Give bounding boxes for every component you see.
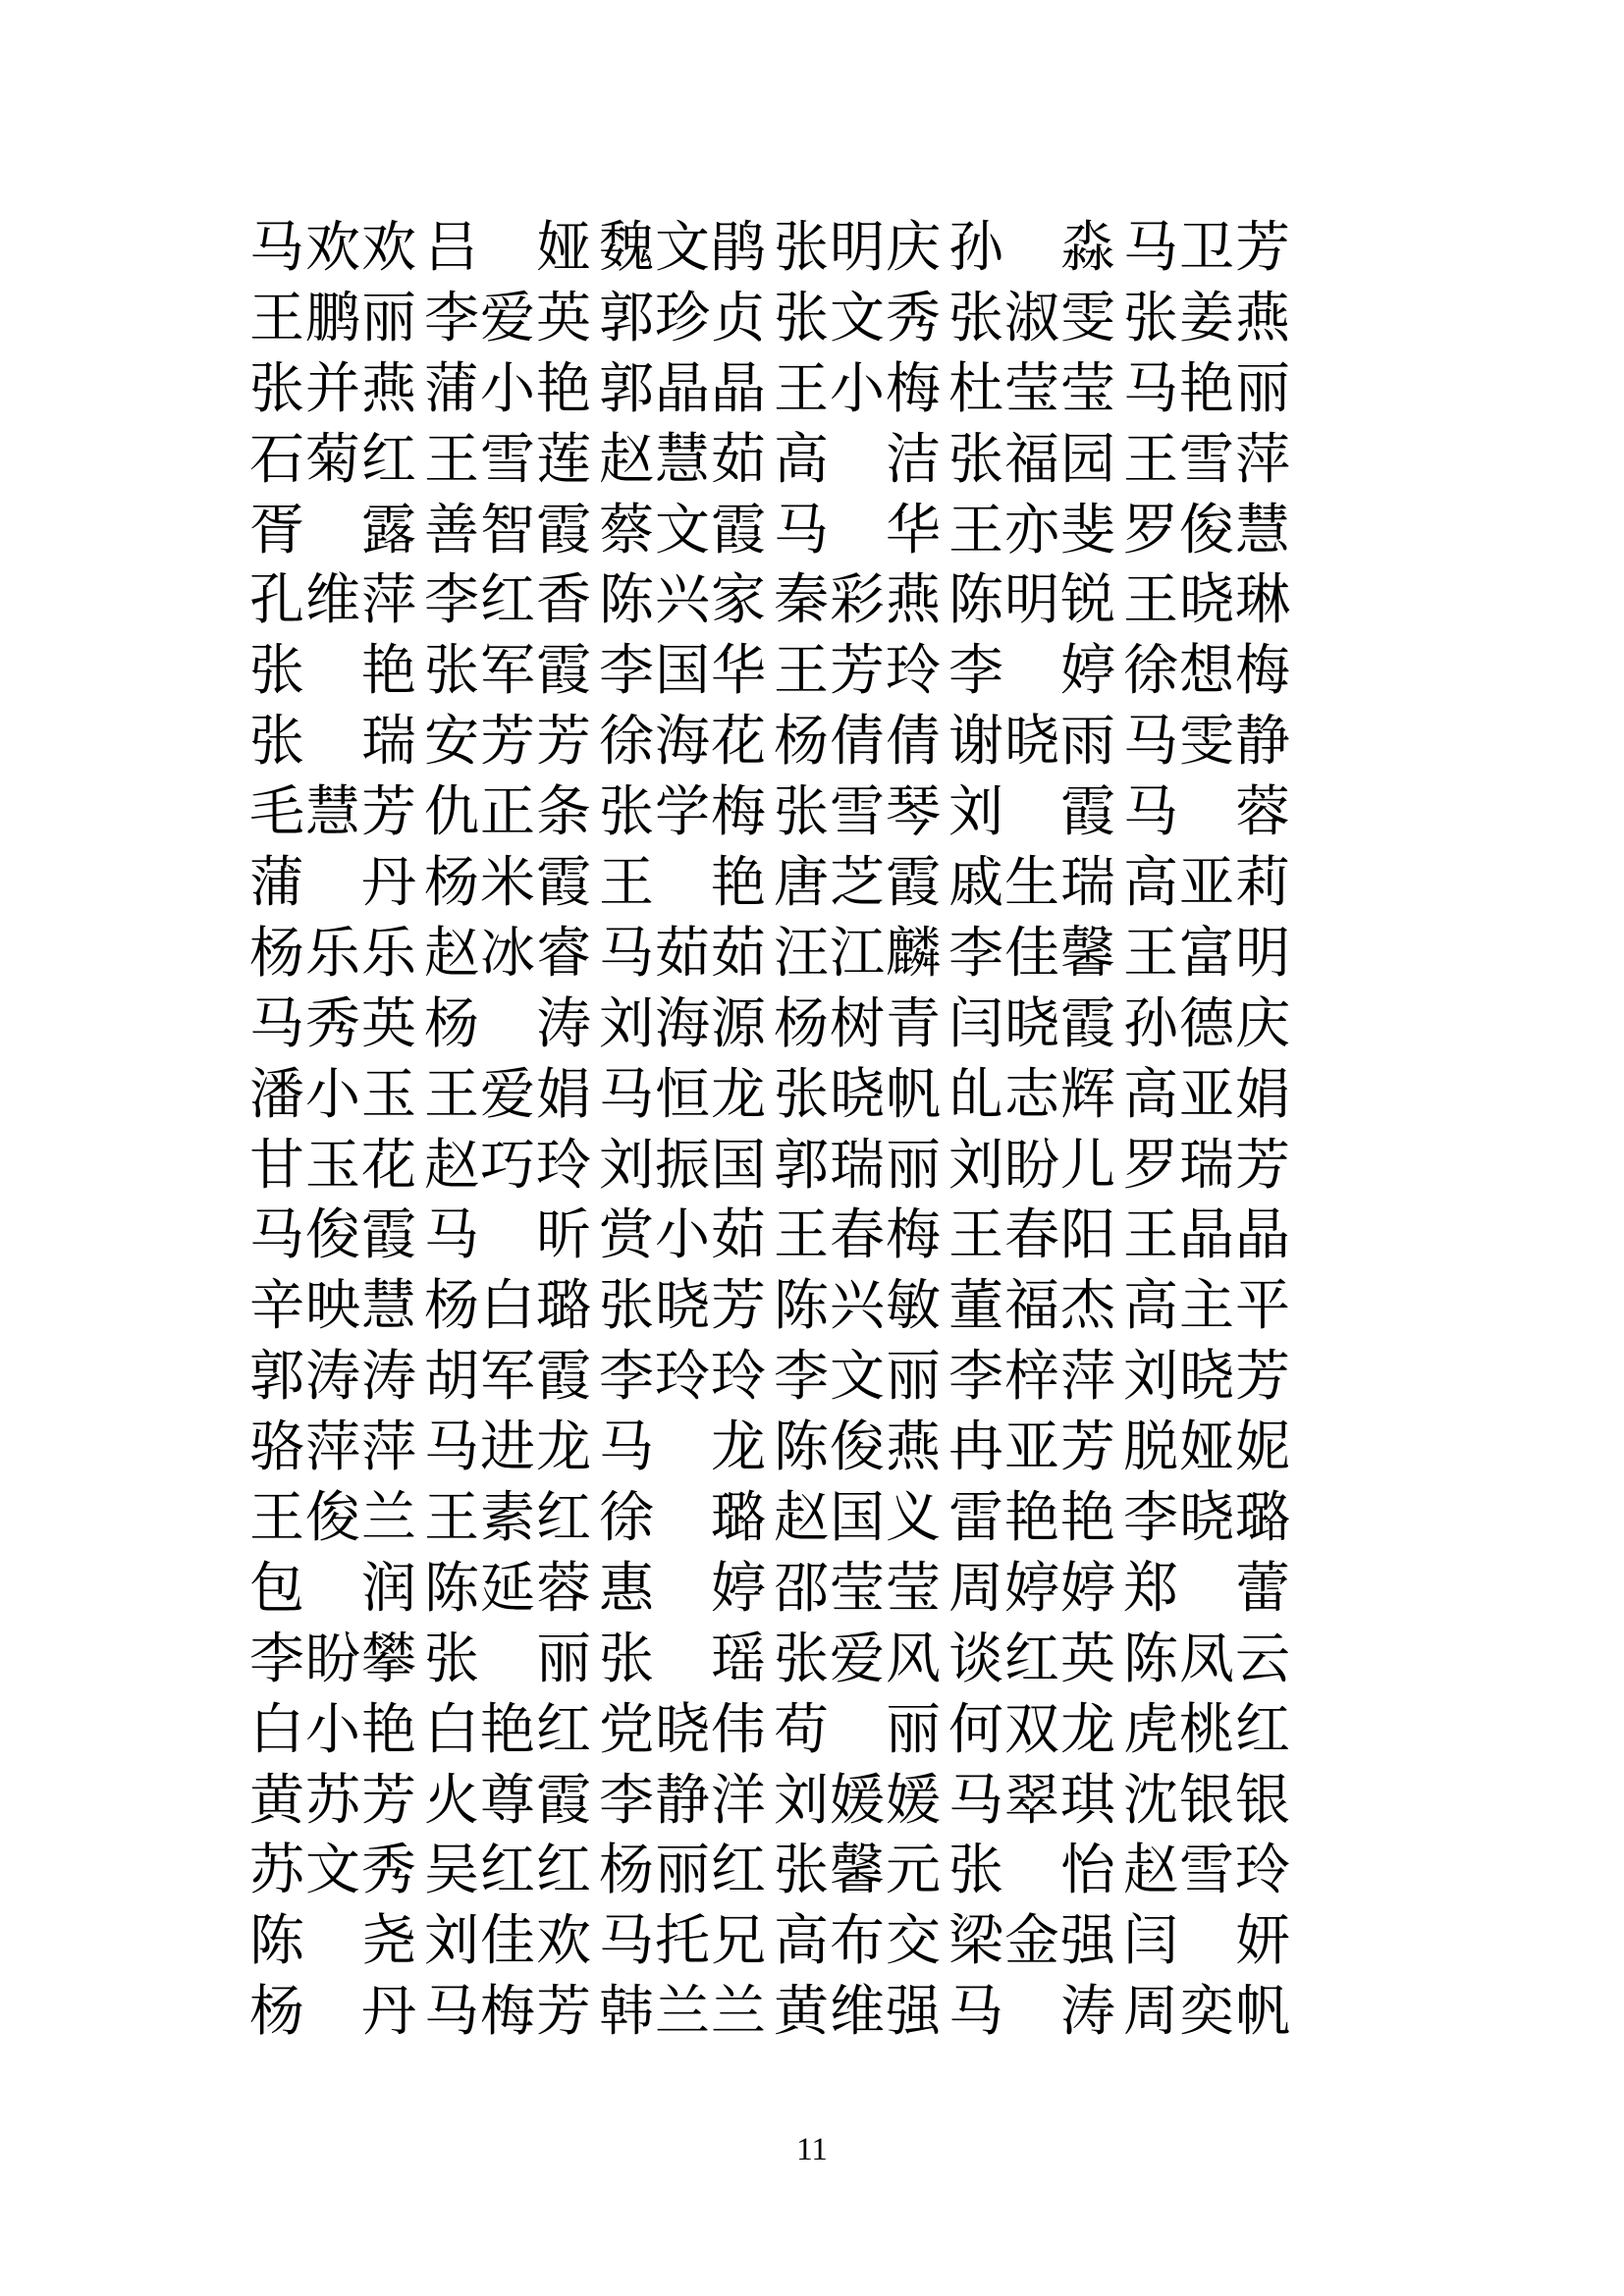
name-cell: 郭珍贞 (599, 288, 766, 349)
name-cell: 杨乐乐 (249, 923, 416, 985)
name-cell: 赵冰睿 (424, 923, 591, 985)
name-cell: 刘盼儿 (948, 1135, 1115, 1197)
name-cell: 陈明锐 (948, 570, 1115, 632)
name-cell: 秦彩燕 (774, 570, 941, 632)
name-cell: 闫晓霞 (948, 993, 1115, 1055)
name-cell: 马进龙 (424, 1417, 591, 1479)
name-cell: 赵慧茹 (599, 429, 766, 491)
name-cell: 王鹏丽 (249, 288, 416, 349)
name-cell: 胡军霞 (424, 1347, 591, 1409)
name-cell: 刘佳欢 (424, 1911, 591, 1973)
name-cell: 张晓芳 (599, 1276, 766, 1338)
name-cell: 李佳馨 (948, 923, 1115, 985)
name-cell: 郭晶晶 (599, 358, 766, 420)
name-cell: 高布交 (774, 1911, 941, 1973)
name-cell: 韩兰兰 (599, 1982, 766, 2044)
name-cell: 蒲小艳 (424, 358, 591, 420)
name-cell: 高亚莉 (1123, 853, 1290, 915)
name-cell: 徐想梅 (1123, 641, 1290, 703)
name-cell: 陈凤云 (1123, 1629, 1290, 1690)
name-cell: 蒲丹 (249, 853, 416, 915)
name-cell: 杨白璐 (424, 1276, 591, 1338)
name-cell: 徐海花 (599, 712, 766, 774)
name-cell: 刘振国 (599, 1135, 766, 1197)
name-cell: 汪江麟 (774, 923, 941, 985)
name-cell: 邵莹莹 (774, 1558, 941, 1620)
name-cell: 张明庆 (774, 218, 941, 279)
name-cell: 高洁 (774, 429, 941, 491)
name-cell: 黄维强 (774, 1982, 941, 2044)
name-cell: 张福园 (948, 429, 1115, 491)
name-cell: 马雯静 (1123, 712, 1290, 774)
name-cell: 马托兄 (599, 1911, 766, 1973)
name-cell: 李婷 (948, 641, 1115, 703)
name-cell: 谈红英 (948, 1629, 1115, 1690)
name-cell: 张淑雯 (948, 288, 1115, 349)
name-cell: 杨树青 (774, 993, 941, 1055)
name-cell: 李晓璐 (1123, 1488, 1290, 1550)
name-cell: 高主平 (1123, 1276, 1290, 1338)
name-cell: 刘晓芳 (1123, 1347, 1290, 1409)
name-cell: 梁金强 (948, 1911, 1115, 1973)
name-cell: 李国华 (599, 641, 766, 703)
name-cell: 王俊兰 (249, 1488, 416, 1550)
name-cell: 王雪莲 (424, 429, 591, 491)
name-cell: 周奕帆 (1123, 1982, 1290, 2044)
name-cell: 苟丽 (774, 1699, 941, 1761)
name-cell: 张艳 (249, 641, 416, 703)
name-cell: 马恒龙 (599, 1064, 766, 1126)
name-cell: 马卫芳 (1123, 218, 1290, 279)
name-cell: 王爱娟 (424, 1064, 591, 1126)
name-cell: 马俊霞 (249, 1205, 416, 1267)
name-cell: 何双龙 (948, 1699, 1115, 1761)
name-cell: 马秀英 (249, 993, 416, 1055)
name-cell: 陈尧 (249, 1911, 416, 1973)
name-cell: 癿志辉 (948, 1064, 1115, 1126)
name-cell: 李梓萍 (948, 1347, 1115, 1409)
name-cell: 董福杰 (948, 1276, 1115, 1338)
name-cell: 胥露 (249, 500, 416, 561)
name-cell: 郑蕾 (1123, 1558, 1290, 1620)
name-cell: 白小艳 (249, 1699, 416, 1761)
name-cell: 仇正条 (424, 782, 591, 844)
name-cell: 张丽 (424, 1629, 591, 1690)
name-cell: 闫妍 (1123, 1911, 1290, 1973)
name-cell: 陈俊燕 (774, 1417, 941, 1479)
name-cell: 杨倩倩 (774, 712, 941, 774)
name-cell: 潘小玉 (249, 1064, 416, 1126)
name-cell: 李文丽 (774, 1347, 941, 1409)
name-cell: 王小梅 (774, 358, 941, 420)
name-cell: 张怡 (948, 1841, 1115, 1902)
name-cell: 徐璐 (599, 1488, 766, 1550)
name-cell: 张雪琴 (774, 782, 941, 844)
name-cell: 杨丽红 (599, 1841, 766, 1902)
name-cell: 党晓伟 (599, 1699, 766, 1761)
name-cell: 马茹茹 (599, 923, 766, 985)
name-cell: 杨涛 (424, 993, 591, 1055)
name-cell: 谢晓雨 (948, 712, 1115, 774)
name-cell: 石菊红 (249, 429, 416, 491)
name-cell: 王春阳 (948, 1205, 1115, 1267)
name-cell: 陈兴敏 (774, 1276, 941, 1338)
name-cell: 王雪萍 (1123, 429, 1290, 491)
name-cell: 安芳芳 (424, 712, 591, 774)
name-cell: 刘海源 (599, 993, 766, 1055)
name-cell: 马华 (774, 500, 941, 561)
name-cell: 张瑞 (249, 712, 416, 774)
name-cell: 魏文鹃 (599, 218, 766, 279)
name-cell: 沈银银 (1123, 1770, 1290, 1832)
name-cell: 苏文秀 (249, 1841, 416, 1902)
name-cell: 张姜燕 (1123, 288, 1290, 349)
name-cell: 惠婷 (599, 1558, 766, 1620)
name-cell: 马蓉 (1123, 782, 1290, 844)
name-cell: 张瑶 (599, 1629, 766, 1690)
name-cell: 虎桃红 (1123, 1699, 1290, 1761)
name-cell: 王春梅 (774, 1205, 941, 1267)
name-cell: 蔡文霞 (599, 500, 766, 561)
name-cell: 马龙 (599, 1417, 766, 1479)
name-cell: 刘媛媛 (774, 1770, 941, 1832)
name-cell: 陈延蓉 (424, 1558, 591, 1620)
name-cell: 罗瑞芳 (1123, 1135, 1290, 1197)
name-cell: 张爱风 (774, 1629, 941, 1690)
name-cell: 脱娅妮 (1123, 1417, 1290, 1479)
name-cell: 白艳红 (424, 1699, 591, 1761)
name-cell: 张文秀 (774, 288, 941, 349)
name-cell: 马涛 (948, 1982, 1115, 2044)
name-cell: 吴红红 (424, 1841, 591, 1902)
name-cell: 孔维萍 (249, 570, 416, 632)
name-cell: 雷艳艳 (948, 1488, 1115, 1550)
name-cell: 李玲玲 (599, 1347, 766, 1409)
name-cell: 唐芝霞 (774, 853, 941, 915)
name-cell: 郭涛涛 (249, 1347, 416, 1409)
name-cell: 善智霞 (424, 500, 591, 561)
name-cell: 包润 (249, 1558, 416, 1620)
name-cell: 杨丹 (249, 1982, 416, 2044)
name-cell: 马欢欢 (249, 218, 416, 279)
name-cell: 郭瑞丽 (774, 1135, 941, 1197)
name-cell: 杜莹莹 (948, 358, 1115, 420)
name-cell: 李红香 (424, 570, 591, 632)
name-cell: 辛映慧 (249, 1276, 416, 1338)
name-cell: 戚生瑞 (948, 853, 1115, 915)
name-cell: 高亚娟 (1123, 1064, 1290, 1126)
name-cell: 张并燕 (249, 358, 416, 420)
name-cell: 王艳 (599, 853, 766, 915)
name-cell: 赵巧玲 (424, 1135, 591, 1197)
name-cell: 张馨元 (774, 1841, 941, 1902)
name-cell: 罗俊慧 (1123, 500, 1290, 561)
name-cell: 张军霞 (424, 641, 591, 703)
name-cell: 骆萍萍 (249, 1417, 416, 1479)
name-cell: 王富明 (1123, 923, 1290, 985)
name-cell: 孙德庆 (1123, 993, 1290, 1055)
name-cell: 周婷婷 (948, 1558, 1115, 1620)
name-cell: 陈兴家 (599, 570, 766, 632)
name-cell: 赵雪玲 (1123, 1841, 1290, 1902)
name-cell: 毛慧芳 (249, 782, 416, 844)
names-grid (249, 214, 1290, 2049)
name-cell: 王芳玲 (774, 641, 941, 703)
name-cell: 王晶晶 (1123, 1205, 1290, 1267)
name-cell: 马艳丽 (1123, 358, 1290, 420)
name-cell: 刘霞 (948, 782, 1115, 844)
name-cell: 冉亚芳 (948, 1417, 1115, 1479)
name-cell: 马昕 (424, 1205, 591, 1267)
name-cell: 赵国义 (774, 1488, 941, 1550)
name-cell: 甘玉花 (249, 1135, 416, 1197)
name-cell: 黄苏芳 (249, 1770, 416, 1832)
name-cell: 赏小茹 (599, 1205, 766, 1267)
name-cell: 李静洋 (599, 1770, 766, 1832)
name-cell: 王晓琳 (1123, 570, 1290, 632)
name-cell: 王亦斐 (948, 500, 1115, 561)
name-cell: 张晓帆 (774, 1064, 941, 1126)
name-cell: 吕娅 (424, 218, 591, 279)
name-cell: 孙淼 (948, 218, 1115, 279)
name-cell: 马翠琪 (948, 1770, 1115, 1832)
name-cell: 马梅芳 (424, 1982, 591, 2044)
name-cell: 火尊霞 (424, 1770, 591, 1832)
name-cell: 李爱英 (424, 288, 591, 349)
name-cell: 王素红 (424, 1488, 591, 1550)
page-number: 11 (796, 2132, 828, 2167)
name-cell: 李盼攀 (249, 1629, 416, 1690)
name-cell: 杨米霞 (424, 853, 591, 915)
name-cell: 张学梅 (599, 782, 766, 844)
